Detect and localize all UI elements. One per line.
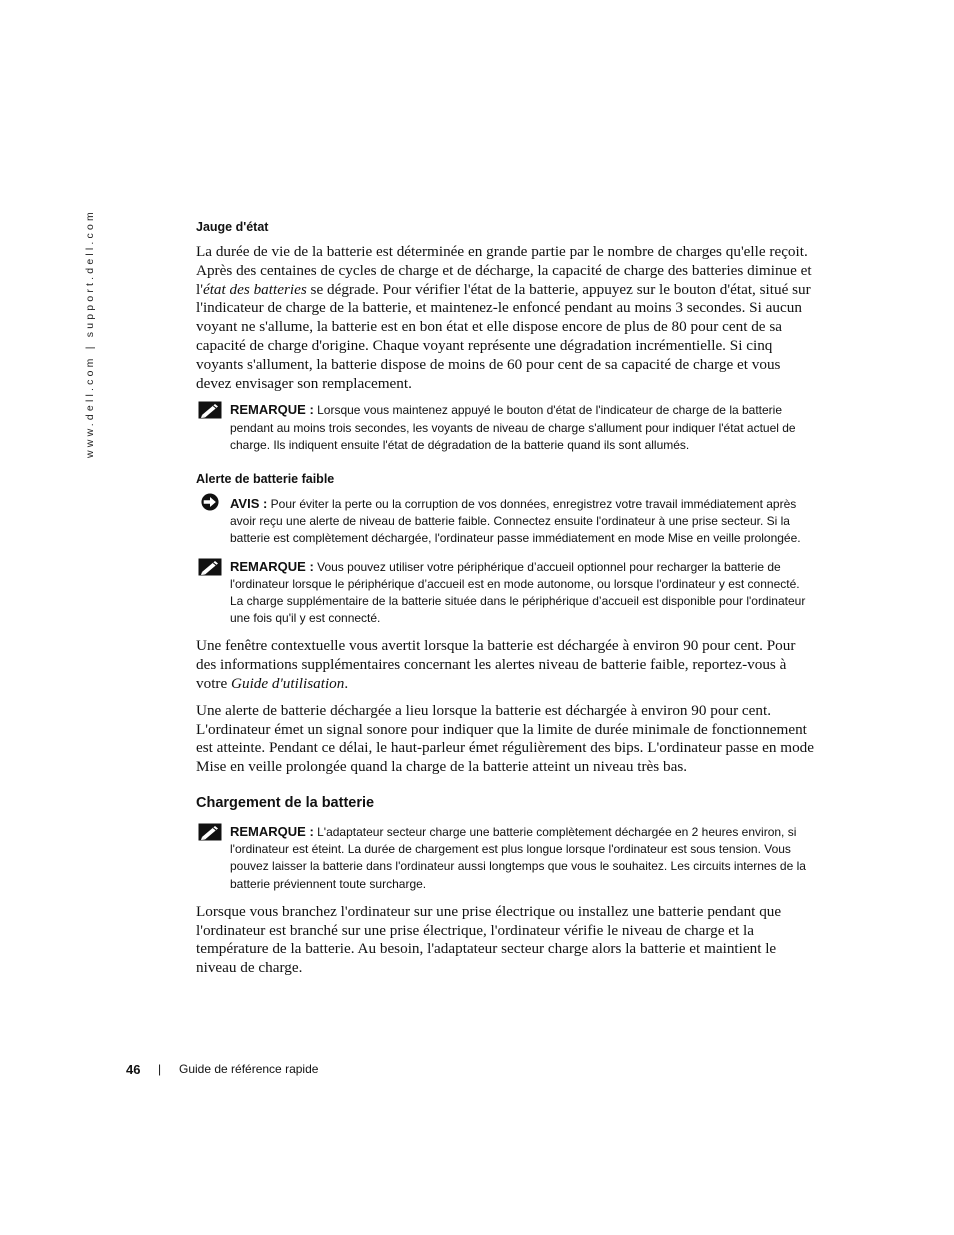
paragraph-emphasis: état des batteries	[202, 280, 307, 298]
note-label: REMARQUE :	[230, 402, 314, 418]
notice-label: AVIS :	[230, 495, 268, 511]
heading-jauge-etat: Jauge d'état	[196, 220, 269, 234]
paragraph-branchement: Lorsque vous branchez l'ordinateur sur une prise électrique ou installez une batterie pendant que l'ordinateur est branché sur une prise électrique, l'ordinateur vérifie le niveau de charge et la température de la batterie. Au besoin, l'adaptateur secteur charge alors la batterie et maintient le niveau de charge.	[196, 902, 782, 977]
side-url: www.dell.com | support.dell.com	[84, 209, 96, 458]
pencil-note-icon	[198, 401, 222, 419]
paragraph-text: La durée de vie de la batterie est déterminée en grande partie par le nombre de charges qu'elle reçoit. Après des centaines de cycles de charge et de décharge, la capacité de charge des batteries diminue et l'	[196, 243, 812, 298]
note-body: Vous pouvez utiliser votre périphérique d’accueil optionnel pour recharger la batterie de l'ordinateur lorsque le périphérique d’accueil est en mode autonome, ou lorsque l'ordinateur y est connecté. La charge supplémentaire de la batterie située dans le périphérique d’accueil est disponible pour l'ordinateur une fois qu'il y est connecté.	[230, 559, 806, 626]
note-body: Lorsque vous maintenez appuyé le bouton d'état de l'indicateur de charge de la batterie pendant au moins trois secondes, les voyants de niveau de charge s'allument pour indiquer l'état actuel de charge. Ils indiquent ensuite l'état de dégradation de la batterie quand ils sont allumés.	[230, 403, 796, 452]
note-jauge-etat	[196, 401, 814, 454]
note-chargement	[196, 823, 814, 893]
paragraph-text: .	[344, 675, 349, 692]
notice-alerte	[196, 495, 814, 548]
paragraph-fenetre-contextuelle	[196, 637, 814, 693]
note-text	[230, 823, 814, 893]
note-text	[230, 401, 814, 454]
note-alerte	[196, 558, 814, 628]
note-text	[230, 558, 814, 628]
note-label: REMARQUE :	[230, 823, 314, 839]
page-content	[196, 220, 814, 986]
paragraph-emphasis: Guide d'utilisation	[231, 675, 345, 692]
paragraph-text: Une fenêtre contextuelle vous avertit lorsque la batterie est déchargée à environ 90 pour cent. Pour des informations supplémentaires concernant les alertes niveau de batterie faible, reportez-vous à votre	[196, 637, 796, 692]
heading-alerte-batterie: Alerte de batterie faible	[196, 471, 335, 486]
pencil-note-icon	[198, 558, 222, 576]
page-number: 46	[126, 1062, 141, 1077]
heading-chargement-batterie: Chargement de la batterie	[196, 794, 375, 811]
arrow-notice-icon	[198, 493, 222, 511]
page-footer	[126, 1062, 319, 1077]
paragraph-text: se dégrade. Pour vérifier l'état de la batterie, appuyez sur le bouton d'état, situé sur l'indicateur de charge de la batterie, et maintenez-le enfoncé pendant au moins 3 secondes. Si aucun voyant ne s'allume, la batterie est en bon état et elle dispose encore de plus de 80 pour cent de sa capacité de charge d'origine. Chaque voyant représente une dégradation incrémentielle. Si cinq voyants s'allument, la batterie dispose de moins de 60 pour cent de sa capacité de charge et vous devez envisager son remplacement.	[196, 280, 811, 392]
paragraph-alerte-dechargee: Une alerte de batterie déchargée a lieu lorsque la batterie est déchargée à environ 90 pour cent. L'ordinateur émet un signal sonore pour indiquer que la limite de durée minimale de fonctionnement est atteinte. Pendant ce délai, le haut-parleur émet régulièrement des bips. L'ordinateur passe en mode Mise en veille prolongée quand la charge de la batterie atteint un niveau très bas.	[196, 701, 815, 776]
notice-body: Pour éviter la perte ou la corruption de vos données, enregistrez votre travail immédiatement après avoir reçu une alerte de niveau de batterie faible. Connectez ensuite l'ordinateur à une prise secteur. Si la batterie est complètement déchargée, l'ordinateur passe immédiatement en mode Mise en veille prolongée.	[230, 496, 801, 546]
note-label: REMARQUE :	[230, 558, 314, 574]
note-body: L'adaptateur secteur charge une batterie complètement déchargée en 2 heures environ, si l'ordinateur est éteint. La durée de chargement est plus longue lorsque l'ordinateur est sous tension. Vous pouvez laisser la batterie dans l'ordinateur aussi longtemps que vous le souhaitez. Les circuits internes de la batterie préviennent toute surcharge.	[230, 824, 806, 891]
pencil-note-icon	[198, 823, 222, 841]
paragraph-jauge-etat	[196, 243, 814, 393]
footer-separator: |	[158, 1062, 162, 1076]
footer-title: Guide de référence rapide	[179, 1062, 319, 1076]
notice-text	[230, 495, 814, 548]
